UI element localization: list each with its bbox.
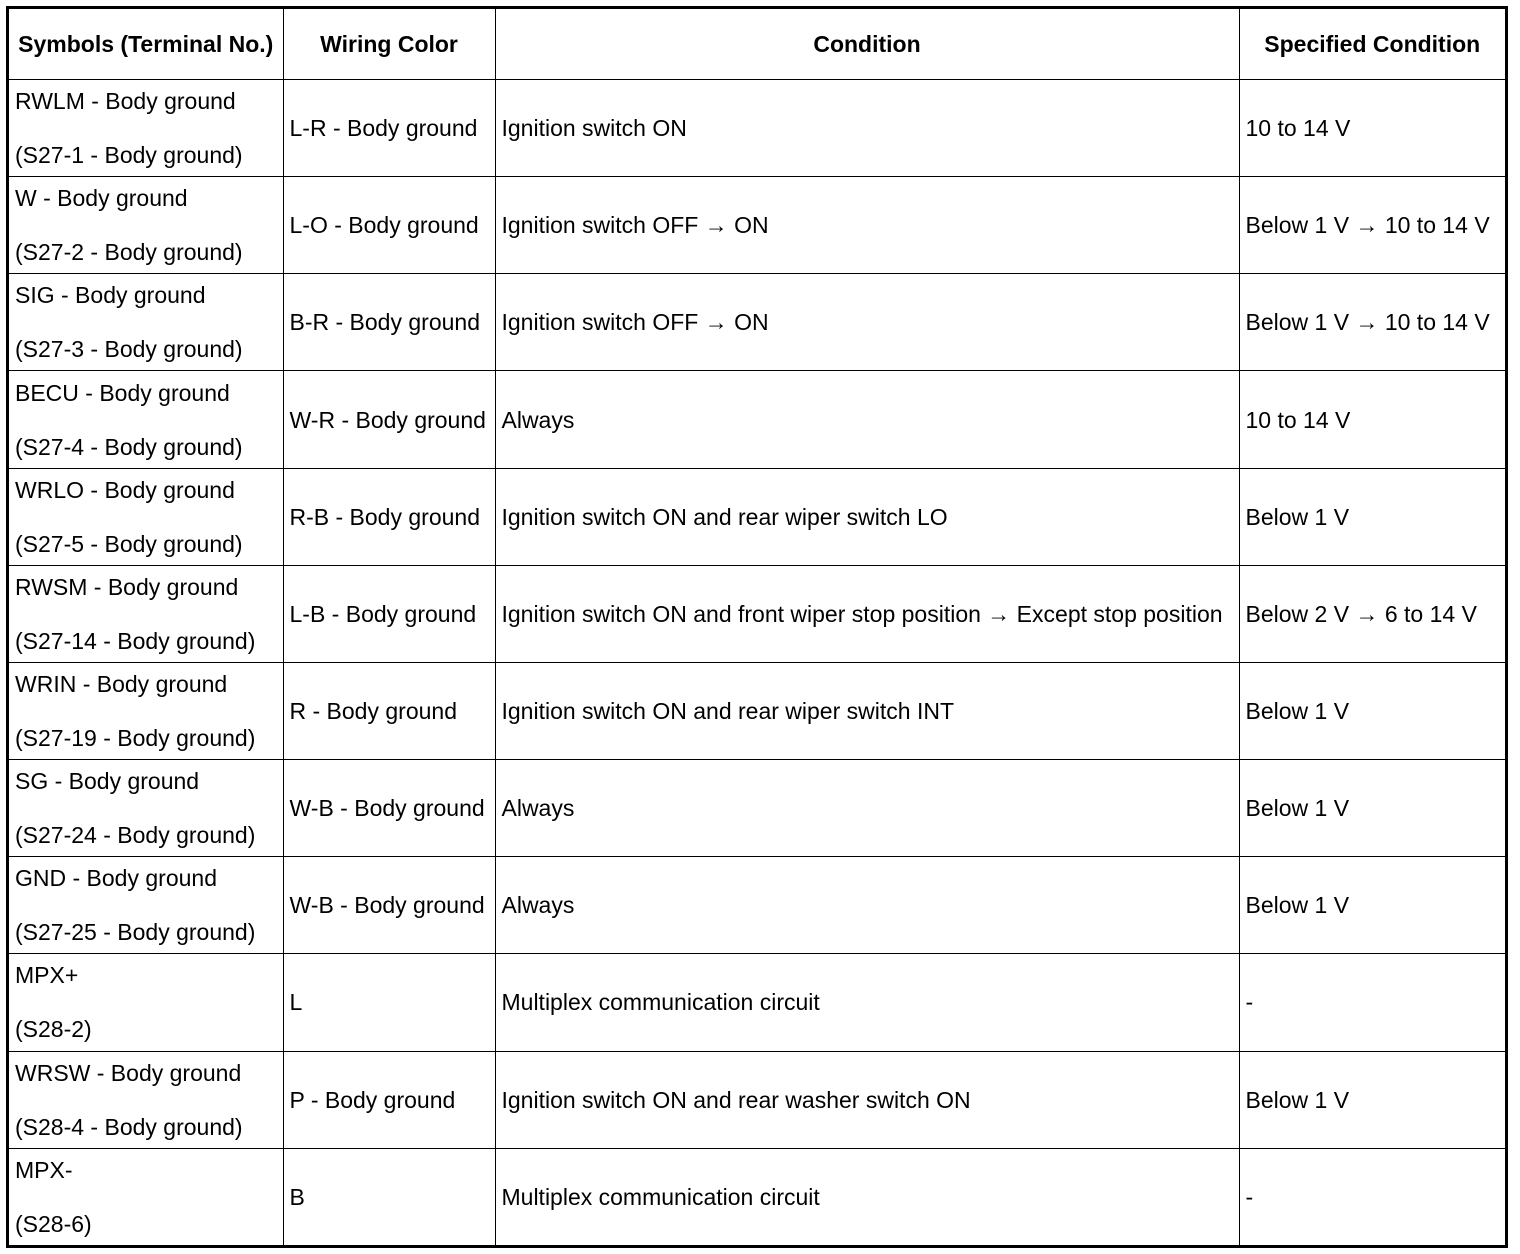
table-row (9, 760, 1505, 857)
terminal-number: (S28-4 - Body ground) (15, 1113, 243, 1140)
table-row (9, 1148, 1505, 1245)
condition-cell: Ignition switch OFF → ON (495, 274, 1239, 371)
wiring-color-cell: B-R - Body ground (283, 274, 495, 371)
wiring-color-cell: B (283, 1148, 495, 1245)
symbol-cell (9, 274, 283, 371)
symbol-name: SIG - Body ground (15, 282, 206, 309)
wiring-color-cell: L (283, 954, 495, 1051)
terminal-number: (S27-19 - Body ground) (15, 725, 256, 752)
symbol-cell (9, 80, 283, 177)
wiring-color-cell: R-B - Body ground (283, 468, 495, 565)
symbol-name: WRSW - Body ground (15, 1059, 242, 1086)
condition-cell: Multiplex communication circuit (495, 1148, 1239, 1245)
condition-cell: Ignition switch ON and rear wiper switch INT (495, 662, 1239, 759)
table-row (9, 954, 1505, 1051)
terminal-spec-sheet (6, 6, 1508, 1248)
terminal-number: (S27-4 - Body ground) (15, 433, 243, 460)
symbol-name: BECU - Body ground (15, 379, 230, 406)
condition-cell: Always (495, 760, 1239, 857)
terminal-number: (S27-24 - Body ground) (15, 822, 256, 849)
specified-condition-cell: - (1239, 954, 1505, 1051)
symbol-name: MPX- (15, 1156, 73, 1183)
symbol-name: RWSM - Body ground (15, 573, 239, 600)
terminal-number: (S27-3 - Body ground) (15, 336, 243, 363)
condition-cell: Ignition switch ON (495, 80, 1239, 177)
symbol-cell (9, 1148, 283, 1245)
condition-cell: Multiplex communication circuit (495, 954, 1239, 1051)
symbol-name: MPX+ (15, 962, 79, 989)
symbol-name: GND - Body ground (15, 865, 217, 892)
symbol-cell (9, 565, 283, 662)
symbol-cell (9, 468, 283, 565)
specified-condition-cell: Below 1 V (1239, 662, 1505, 759)
symbol-name: WRLO - Body ground (15, 476, 235, 503)
symbol-cell (9, 662, 283, 759)
symbol-name: WRIN - Body ground (15, 671, 228, 698)
condition-cell: Ignition switch ON and rear washer switch ON (495, 1051, 1239, 1148)
table-row (9, 857, 1505, 954)
specified-condition-cell: Below 1 V (1239, 760, 1505, 857)
specified-condition-cell: Below 1 V → 10 to 14 V (1239, 274, 1505, 371)
terminal-number: (S28-2) (15, 1016, 92, 1043)
specified-condition-cell: 10 to 14 V (1239, 80, 1505, 177)
condition-cell: Always (495, 371, 1239, 468)
wiring-color-cell: L-O - Body ground (283, 177, 495, 274)
condition-cell: Ignition switch ON and rear wiper switch LO (495, 468, 1239, 565)
terminal-number: (S27-5 - Body ground) (15, 530, 243, 557)
table-row (9, 371, 1505, 468)
specified-condition-cell: 10 to 14 V (1239, 371, 1505, 468)
symbol-name: RWLM - Body ground (15, 88, 236, 115)
wiring-color-cell: L-R - Body ground (283, 80, 495, 177)
table-row (9, 177, 1505, 274)
wiring-color-cell: R - Body ground (283, 662, 495, 759)
specified-condition-cell: - (1239, 1148, 1505, 1245)
symbol-cell (9, 1051, 283, 1148)
condition-cell: Always (495, 857, 1239, 954)
wiring-color-cell: W-B - Body ground (283, 760, 495, 857)
header-condition: Condition (495, 9, 1239, 80)
specified-condition-cell: Below 2 V → 6 to 14 V (1239, 565, 1505, 662)
terminal-number: (S27-25 - Body ground) (15, 919, 256, 946)
terminal-spec-table (9, 9, 1505, 1245)
specified-condition-cell: Below 1 V (1239, 857, 1505, 954)
table-row (9, 662, 1505, 759)
table-row (9, 565, 1505, 662)
symbol-name: SG - Body ground (15, 768, 200, 795)
terminal-number: (S27-14 - Body ground) (15, 627, 256, 654)
wiring-color-cell: P - Body ground (283, 1051, 495, 1148)
header-specified-condition: Specified Condition (1239, 9, 1505, 80)
symbol-name: W - Body ground (15, 185, 188, 212)
table-row (9, 274, 1505, 371)
symbol-cell (9, 857, 283, 954)
terminal-number: (S28-6) (15, 1210, 92, 1237)
terminal-number: (S27-1 - Body ground) (15, 142, 243, 169)
header-symbols: Symbols (Terminal No.) (9, 9, 283, 80)
symbol-cell (9, 954, 283, 1051)
specified-condition-cell: Below 1 V → 10 to 14 V (1239, 177, 1505, 274)
table-row (9, 468, 1505, 565)
condition-cell: Ignition switch OFF → ON (495, 177, 1239, 274)
symbol-cell (9, 177, 283, 274)
table-row (9, 1051, 1505, 1148)
header-wiring-color: Wiring Color (283, 9, 495, 80)
table-header-row (9, 9, 1505, 80)
specified-condition-cell: Below 1 V (1239, 468, 1505, 565)
symbol-cell (9, 371, 283, 468)
wiring-color-cell: W-R - Body ground (283, 371, 495, 468)
symbol-cell (9, 760, 283, 857)
condition-cell: Ignition switch ON and front wiper stop position → Except stop position (495, 565, 1239, 662)
specified-condition-cell: Below 1 V (1239, 1051, 1505, 1148)
table-row (9, 80, 1505, 177)
wiring-color-cell: W-B - Body ground (283, 857, 495, 954)
wiring-color-cell: L-B - Body ground (283, 565, 495, 662)
terminal-number: (S27-2 - Body ground) (15, 239, 243, 266)
